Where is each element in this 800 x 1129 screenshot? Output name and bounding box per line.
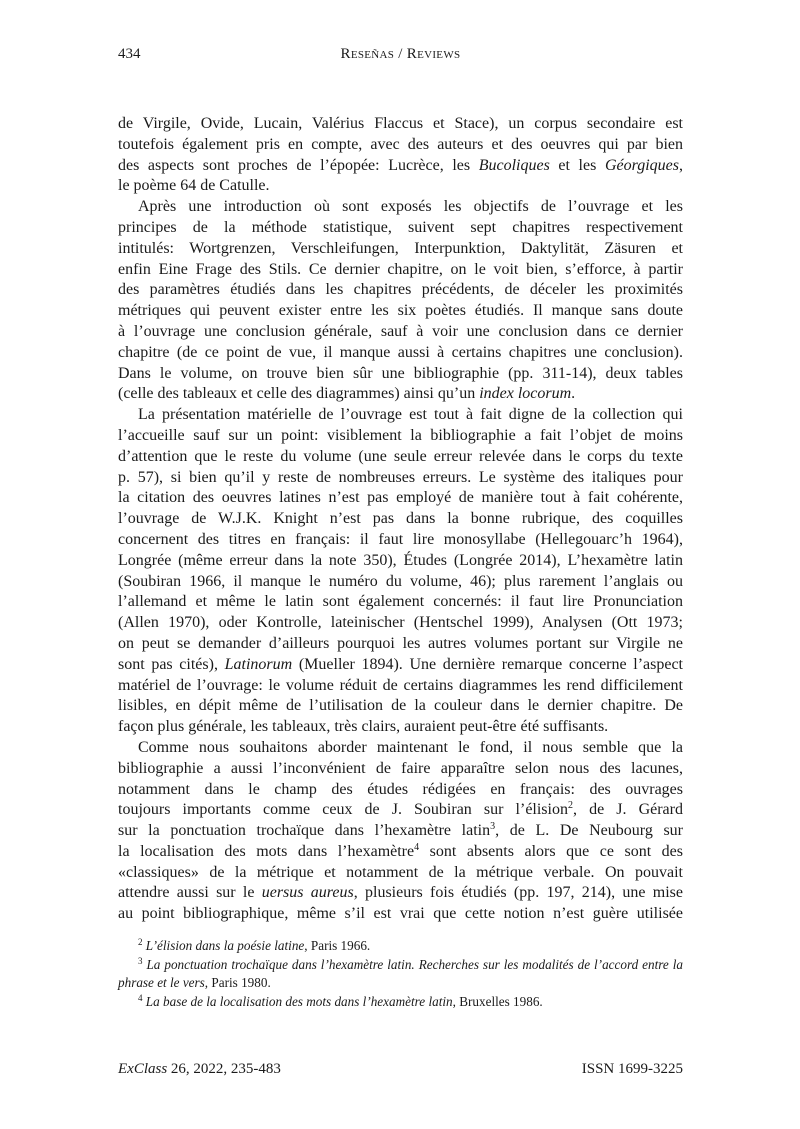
text-segment: . xyxy=(571,385,576,403)
footnote-details: , Bruxelles 1986. xyxy=(452,993,543,1009)
text-segment: , plusieurs fois étudiés (pp. 197, 214), une mise xyxy=(353,884,683,902)
paragraph xyxy=(118,738,683,925)
text-segment: principes de la méthode statistique, suivent sept chapitres respectivement xyxy=(118,218,683,236)
text-line xyxy=(118,218,683,239)
footnote-ref: 4 xyxy=(414,841,420,853)
text-line xyxy=(118,364,683,385)
text-line xyxy=(118,468,683,489)
text-segment: intitulés: Wortgrenzen, Verschleifungen, Interpunktion, Daktylität, Zäsuren et xyxy=(118,239,683,257)
text-segment: , de L. De Neubourg sur xyxy=(495,822,684,840)
footnote xyxy=(118,937,683,956)
page-number: 434 xyxy=(118,46,141,62)
journal-name: ExClass xyxy=(118,1061,168,1077)
text-segment: concernent des titres en français: il faut lire monosyllabe (Hellegouarc’h 1964), xyxy=(118,530,683,548)
text-line xyxy=(118,551,683,572)
text-line xyxy=(118,343,683,364)
text-segment: «classiques» de la métrique et notamment de la métrique verbale. On pouvait xyxy=(118,863,683,881)
text-line xyxy=(118,904,683,925)
text-segment: sur la ponctuation trochaïque dans l’hexamètre latin xyxy=(118,822,491,840)
footnote-title: La ponctuation trochaïque dans l’hexamètre latin. Recherches sur les modalités de l’accord entre la phrase et le vers xyxy=(118,956,683,990)
text-line xyxy=(118,883,683,904)
italic-text: Latinorum xyxy=(224,655,293,673)
paragraph xyxy=(118,197,683,405)
text-segment: et les xyxy=(549,156,605,174)
italic-text: index locorum xyxy=(479,385,572,403)
text-segment: (Allen 1970), oder Kontrolle, lateinischer (Hentschel 1999), Analysen (Ott 1973; xyxy=(118,614,683,632)
text-segment: Dans le volume, on trouve bien sûr une bibliographie (pp. 311-14), deux tables xyxy=(118,364,683,382)
text-segment: Après une introduction où sont exposés les objectifs de l’ouvrage et les xyxy=(138,198,683,216)
text-line xyxy=(118,780,683,801)
text-line xyxy=(118,322,683,343)
text-segment: métriques qui peuvent exister entre les six poètes étudiés. Il manque sans doute xyxy=(118,302,683,320)
text-segment: façon plus générale, les tableaux, très clairs, auraient peut-être été suffisants. xyxy=(118,718,609,736)
journal-citation xyxy=(118,1061,281,1078)
footnote xyxy=(118,956,683,993)
text-segment: Longrée (même erreur dans la note 350), Études (Longrée 2014), L’hexamètre latin xyxy=(118,551,683,569)
text-line xyxy=(118,530,683,551)
text-line xyxy=(118,280,683,301)
footnote-ref: 3 xyxy=(490,821,496,833)
text-segment: toutefois également pris en compte, avec des auteurs et des oeuvres qui par bien xyxy=(118,135,683,153)
text-segment: chapitre (de ce point de vue, il manque aussi à certains chapitres une conclusion). xyxy=(118,343,683,361)
text-segment: notamment dans le champ des études rédigées en français: des ouvrages xyxy=(118,780,683,798)
text-line xyxy=(118,426,683,447)
running-title: Reseñas / Reviews xyxy=(340,46,461,62)
text-line xyxy=(118,135,683,156)
footnote-ref: 2 xyxy=(567,800,573,812)
text-segment: toujours importants comme ceux de J. Soubiran sur l’élision xyxy=(118,801,568,819)
footnote xyxy=(118,993,683,1012)
footnote-title: L’élision dans la poésie latine xyxy=(145,938,305,953)
footnote-number: 2 xyxy=(138,937,143,947)
text-segment: (Soubiran 1966, il manque le numéro du volume, 46); plus rarement l’anglais ou xyxy=(118,572,683,590)
text-line xyxy=(118,488,683,509)
issn: ISSN 1699-3225 xyxy=(581,1061,683,1077)
text-line xyxy=(118,592,683,613)
text-segment: (Mueller 1894). Une dernière remarque concerne l’aspect xyxy=(292,655,683,673)
text-segment: d’attention que le reste du volume (une seule erreur relevée dans le corps du texte xyxy=(118,447,683,465)
text-line xyxy=(118,301,683,322)
text-line xyxy=(118,384,683,405)
text-segment: enfin Eine Frage des Stils. Ce dernier chapitre, on le voit bien, s’efforce, à partir xyxy=(118,260,683,278)
text-segment: , de J. Gérard xyxy=(572,801,683,819)
text-segment: des aspects sont proches de l’épopée: Lucrèce, les xyxy=(118,156,479,174)
text-segment: l’accueille sauf sur un point: visiblement la bibliographie a fait l’objet de moins xyxy=(118,426,683,444)
text-segment: sont pas cités), xyxy=(118,655,225,673)
footnotes xyxy=(118,937,683,1011)
text-line xyxy=(118,717,683,738)
text-segment: l’allemand et même le latin sont également concernés: il faut lire Pronunciation xyxy=(118,593,683,611)
text-segment: p. 57), si bien qu’il y reste de nombreuses erreurs. Le système des italiques pour xyxy=(118,468,683,486)
text-line xyxy=(118,176,683,197)
text-segment: à l’ouvrage une conclusion générale, sauf à voir une conclusion dans ce dernier xyxy=(118,322,683,340)
text-line xyxy=(118,613,683,634)
text-segment: Comme nous souhaitons aborder maintenant le fond, il nous semble que la xyxy=(138,738,683,756)
text-segment: attendre aussi sur le xyxy=(118,884,262,902)
text-line xyxy=(118,821,683,842)
text-segment: l’ouvrage de W.J.K. Knight n’est pas dans la bonne rubrique, des coquilles xyxy=(118,510,683,528)
footnote-title: La base de la localisation des mots dans l’hexamètre latin xyxy=(145,993,453,1009)
volume-pages: 26, 2022, 235-483 xyxy=(167,1061,281,1077)
italic-text: uersus aureus xyxy=(261,884,354,902)
text-segment: matériel de l’ouvrage: le volume réduit de certains diagrammes les rend difficilement xyxy=(118,676,683,694)
text-line xyxy=(118,572,683,593)
text-line xyxy=(118,676,683,697)
text-line xyxy=(118,800,683,821)
text-segment: , xyxy=(679,156,683,174)
text-segment: sont absents alors que ce sont des xyxy=(419,842,683,860)
text-segment: on peut se demander d’ailleurs pourquoi les autres volumes portant sur Virgile ne xyxy=(118,634,683,652)
text-line xyxy=(118,156,683,177)
text-segment: (celle des tableaux et celle des diagrammes) ainsi qu’un xyxy=(118,385,480,403)
text-segment: le poème 64 de Catulle. xyxy=(118,177,270,195)
text-segment: de Virgile, Ovide, Lucain, Valérius Flaccus et Stace), un corpus secondaire est xyxy=(118,115,683,132)
text-line xyxy=(118,738,683,759)
text-line xyxy=(118,447,683,468)
footnote-number: 3 xyxy=(138,955,143,966)
text-line xyxy=(118,634,683,655)
paragraph xyxy=(118,405,683,738)
body-text xyxy=(118,114,683,925)
text-line xyxy=(118,239,683,260)
text-line xyxy=(118,197,683,218)
text-line xyxy=(118,863,683,884)
text-line xyxy=(118,509,683,530)
text-line xyxy=(118,655,683,676)
footnote-number: 4 xyxy=(138,992,143,1003)
page-header xyxy=(118,46,683,66)
text-line xyxy=(118,696,683,717)
footnote-details: , Paris 1966. xyxy=(304,938,371,953)
text-line xyxy=(118,114,683,135)
italic-text: Géorgiques xyxy=(604,156,679,174)
footnote-details: , Paris 1980. xyxy=(204,975,271,990)
text-segment: au point bibliographique, même s’il est vrai que cette notion n’est guère utilisée xyxy=(118,905,683,923)
text-segment: des paramètres étudiés dans les chapitres précédents, de déceler les proximités xyxy=(118,281,683,299)
text-segment: La présentation matérielle de l’ouvrage est tout à fait digne de la collection qui xyxy=(138,406,683,424)
text-line xyxy=(118,405,683,426)
text-line xyxy=(118,842,683,863)
text-segment: lisibles, en dépit même de l’utilisation de la couleur dans le dernier chapitre. De xyxy=(118,697,683,715)
italic-text: Bucoliques xyxy=(478,156,550,174)
text-segment: la citation des oeuvres latines n’est pas employé de manière tout à fait cohérente, xyxy=(118,489,683,507)
text-line xyxy=(118,260,683,281)
text-line xyxy=(118,759,683,780)
text-segment: bibliographie a aussi l’inconvénient de faire apparaître selon nous des lacunes, xyxy=(118,759,683,777)
text-segment: la localisation des mots dans l’hexamètre xyxy=(118,842,415,860)
paragraph xyxy=(118,114,683,197)
